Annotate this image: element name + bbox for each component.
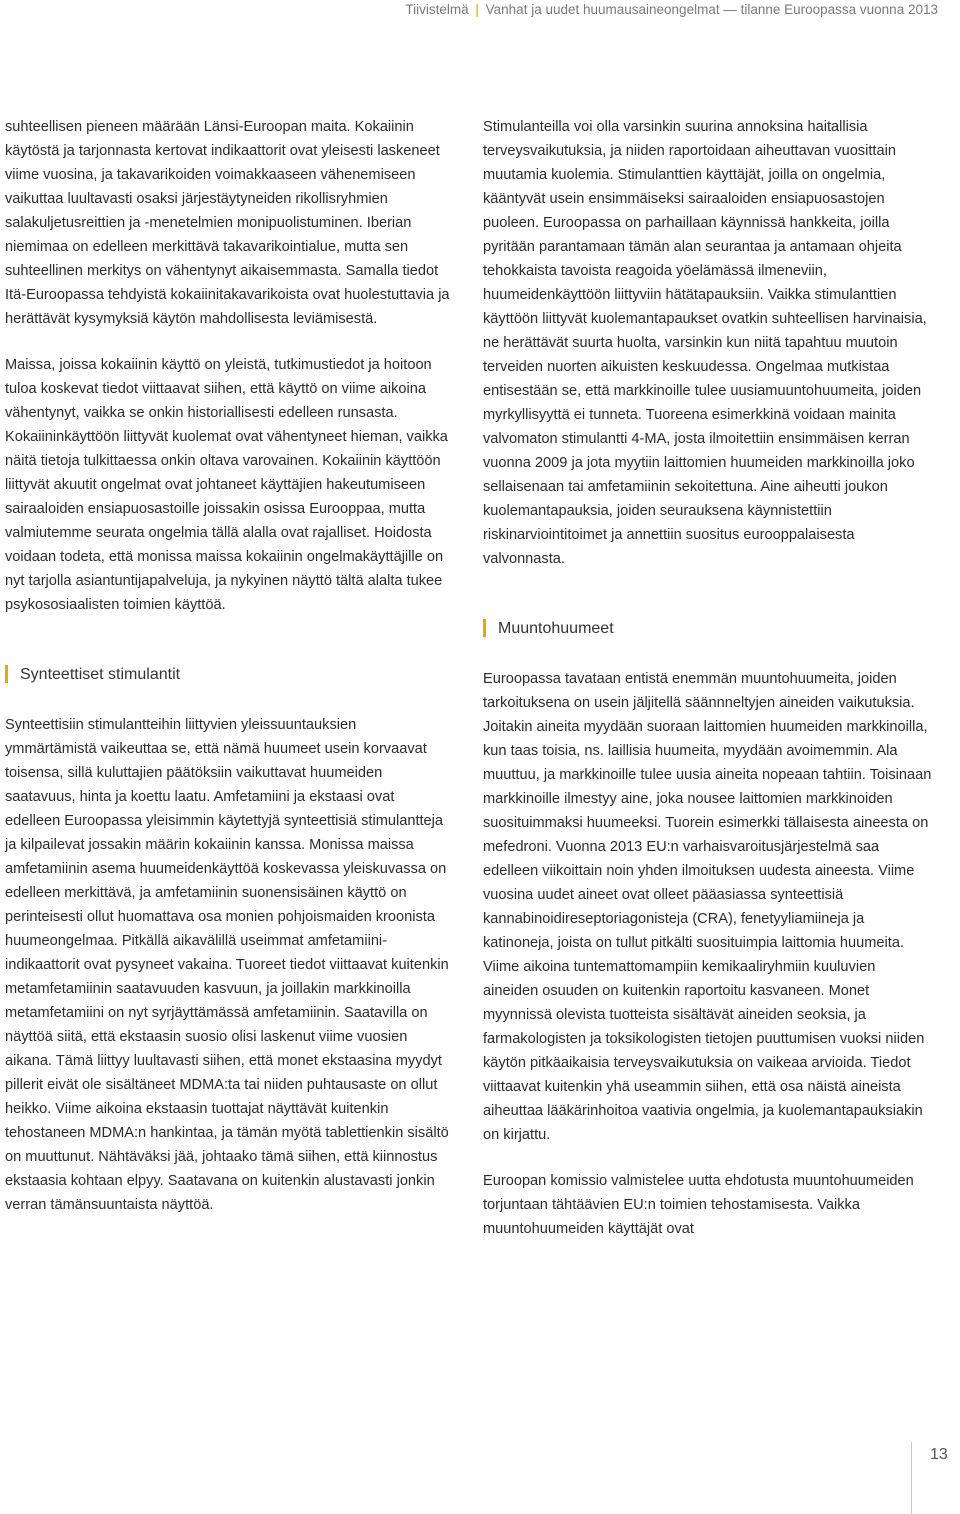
section-heading-synthetic-stimulants: Synteettiset stimulantit [5,663,450,687]
page-number-divider [911,1442,912,1514]
section-heading-new-psychoactive-substances: Muuntohuumeet [483,617,933,641]
left-paragraph-2: Maissa, joissa kokaiinin käyttö on yleistä, tutkimustiedot ja hoitoon tuloa koskevat tiedot viittaavat siihen, että käyttö on viime aikoina vähentynyt, vaikka se onkin historiallisesti edelleen runsasta. Kokaiininkäyttöön liittyvät kuolemat ovat vähentyneet hieman, vaikka näitä tietoja tulkittaessa onkin oltava varovainen. Kokaiinin käyttöön liittyvät akuutit ongelmat ovat johtaneet käyttäjien hakeutumiseen sairaaloiden ensiapuosastoille joissakin osissa Eurooppaa, mutta valmiutemme seurata ongelmia tällä alalla ovat rajalliset. Hoidosta voidaan todeta, että monissa maissa kokaiinin ongelmakäyttäjille on nyt tarjolla asiantuntijapalveluja, ja nykyinen näyttö tältä alalta tukee psykososiaalisten toimien käyttöä. [5,357,448,613]
left-paragraph-1: suhteellisen pieneen määrään Länsi-Euroopan maita. Kokaiinin käytöstä ja tarjonnasta kertovat indikaattorit ovat yleisesti laskeneet viime vuosina, ja takavarikoiden voimakkaaseen vähenemiseen vaikuttaa luultavasti osaksi järjestäytyneiden rikollisryhmien salakuljetusreittien ja -menetelmien monipuolistuminen. Iberian niemimaa on edelleen merkittävä takavarikointialue, mutta sen suhteellinen merkitys on vähentynyt aikaisemmasta. Samalla tiedot Itä-Euroopassa tehdyistä kokaiinitakavarikoista ovat huolestuttavia ja herättävät kysymyksiä käytön mahdollisesta leviämisestä. [5,119,450,327]
left-column [5,115,450,1217]
right-column [483,115,933,1241]
header-title: Vanhat ja uudet huumausaineongelmat — tilanne Euroopassa vuonna 2013 [485,2,938,17]
right-paragraph-1: Stimulanteilla voi olla varsinkin suurina annoksina haitallisia terveysvaikutuksia, ja niiden raportoidaan aiheuttavan vuosittain muutamia kuolemia. Stimulanttien käyttäjät, joilla on ongelmia, kääntyvät usein ensimmäiseksi sairaaloiden ensiapuosastojen puoleen. Euroopassa on parhaillaan käynnissä hankkeita, joilla pyritään parantamaan tämän alan seurantaa ja antamaan ohjeita tehokkaista tavoista reagoida yöelämässä ilmeneviin, huumeidenkäyttöön liittyviin hätätapauksiin. Vaikka stimulanttien käyttöön liittyvät kuolemantapaukset ovatkin suhteellisen harvinaisia, ne herättävät suurta huolta, varsinkin kun niitä tapahtuu muutoin terveiden nuorten aikuisten keskuudessa. Ongelmaa mutkistaa entisestään se, että markkinoille tulee uusiamuuntohuumeita, joiden myrkyllisyyttä ei tunneta. Tuoreena esimerkkinä voidaan mainita valvomaton stimulantti 4-MA, josta ilmoitettiin ensimmäisen kerran vuonna 2009 ja jota myytiin laittomien huumeiden markkinoilla joko sellaisenaan tai amfetamiinin sekoitettuna. Aine aiheutti joukon kuolemantapauksia, joiden seurauksena käynnistettiin riskinarviointitoimet ja annettiin suositus eurooppalaisesta valvonnasta. [483,119,927,567]
running-header [405,2,938,17]
left-paragraph-3: Synteettisiin stimulantteihin liittyvien yleissuuntauksien ymmärtämistä vaikeuttaa se, että nämä huumeet usein korvaavat toisensa, sillä kuluttajien päätöksiin vaikuttavat huumeiden saatavuus, hinta ja koettu laatu. Amfetamiini ja ekstaasi ovat edelleen Euroopassa yleisimmin käytettyjä synteettisiä stimulantteja ja kilpailevat jossakin määrin kokaiinin kanssa. Monissa maissa amfetamiinin asema huumeidenkäyttöä koskevassa yleiskuvassa on edelleen merkittävä, ja amfetamiinin suonensisäinen käyttö on perinteisesti ollut huomattava osa monien pohjoismaiden kroonista huumeongelmaa. Pitkällä aikavälillä useimmat amfetamiini-indikaattorit ovat pysyneet vakaina. Tuoreet tiedot viittaavat kuitenkin metamfetamiinin saatavuuden kasvuun, ja joillakin markkinoilla metamfetamiini on nyt syrjäyttämässä amfetamiinin. Saatavilla on näyttöä siitä, että ekstaasin suosio olisi laskenut viime vuosien aikana. Tämä liittyy luultavasti siihen, että monet ekstaasina myydyt pillerit eivät ole sisältäneet MDMA:ta tai niiden puhtausaste on ollut heikko. Viime aikoina ekstaasin tuottajat näyttävät kuitenkin tehostaneen MDMA:n hankintaa, ja tämän myötä tablettienkin sisältö on muuttunut. Nähtäväksi jää, johtaako tämä siihen, että kiinnostus ekstaasia kohtaan elpyy. Saatavana on kuitenkin alustavasti jonkin verran tämänsuuntaista näyttöä. [5,717,449,1213]
page-number: 13 [930,1446,948,1463]
header-section: Tiivistelmä [405,2,469,17]
right-paragraph-2: Euroopassa tavataan entistä enemmän muuntohuumeita, joiden tarkoituksena on usein jäljitellä säännneltyjen aineiden vaikutuksia. Joitakin aineita myydään suoraan laittomien huumeiden markkinoilla, kun taas toisia, ns. laillisia huumeita, myydään avoimemmin. Ala muuttuu, ja markkinoille tulee uusia aineita nopeaan tahtiin. Toisinaan markkinoille ilmestyy aine, joka nousee laittomien markkinoiden suosituimmaksi huumeeksi. Tuorein esimerkki tällaisesta aineesta on mefedroni. Vuonna 2013 EU:n varhaisvaroitusjärjestelmä saa edelleen viikoittain noin yhden ilmoituksen uudesta aineesta. Viime vuosina uudet aineet ovat olleet pääasiassa synteettisiä kannabinoidireseptoriagonisteja (CRA), fenetyyliamiineja ja katinoneja, joista on tullut pitkälti suosituimpia laittomia huumeita. Viime aikoina tuntemattomampiin kemikaaliryhmiin kuuluvien aineiden osuuden on kuitenkin raportoitu kasvaneen. Monet myynnissä olevista tuotteista sisältävät aineiden seoksia, ja farmakologisten ja toksikologisten tietojen puuttumisen vuoksi niiden käytön pitkäaikaisia terveysvaikutuksia on vaikeaa arvioida. Tiedot viittaavat kuitenkin yhä useammin siihen, että osa näistä aineista aiheuttaa lääkärinhoitoa vaativia ongelmia, ja kuolemantapauksiakin on kirjattu. [483,671,932,1143]
right-paragraph-3: Euroopan komissio valmistelee uutta ehdotusta muuntohuumeiden torjuntaan tähtäävien EU:n toimien tehostamisesta. Vaikka muuntohuumeiden käyttäjät ovat [483,1173,914,1237]
header-separator: | [475,2,479,17]
